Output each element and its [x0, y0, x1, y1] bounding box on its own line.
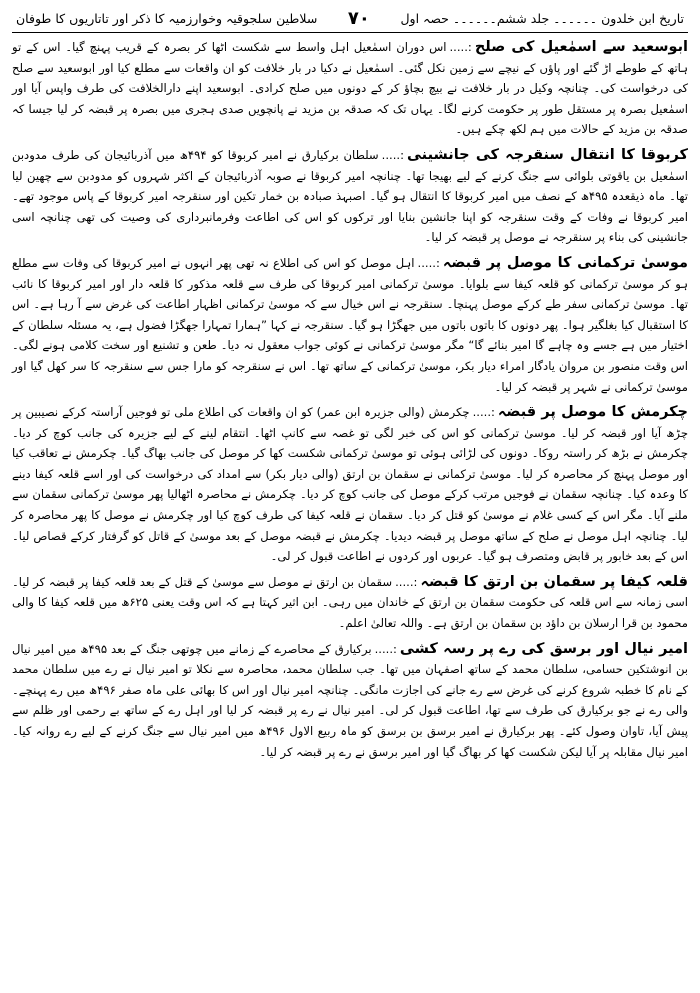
book-title: تاریخ ابن خلدون ۔۔۔۔۔۔ جلد ششم۔۔۔۔۔۔ حصہ اول	[400, 10, 684, 26]
section-heading: قلعہ کیفا پر سقمان بن ارتق کا قبضہ	[420, 573, 689, 590]
running-header	[12, 6, 688, 33]
paragraph-qila-kaifa: قلعہ کیفا پر سقمان بن ارتق کا قبضہ:.....سقمان بن ارتق نے موصل سے موسیٰ کے قتل کے بعد قلعہ کیفا پر قبضہ کر لیا۔ اسی زمانہ سے اس قلعہ کی حکومت سقمان بن ارتق کے خاندان میں رہی۔ ابن اثیر کہتا ہے کہ اس وقت یعنی ۶۲۵ھ میں قلعہ کیفا کا والی محمود بن قرا ارسلان بن داؤد بن سقمان بن ارتق ہے۔ واللہ تعالیٰ اعلم۔	[12, 573, 689, 631]
section-heading: چکرمش کا موصل پر قبضہ	[497, 404, 688, 421]
section-text: سلطان برکیارق نے امیر کربوقا کو ۴۹۴ھ میں آذربائیجان کی طرف مدودبن اسمٰعیل بن یاقوتی بلوائی سے جنگ کرنے کے لیے بھیجا تھا۔ چنانچہ امیر کربوقا نے صوبہ آذربائیجان کے اکثر شہروں کو مدودبن سے چھین لیا تھا۔ ماہ ذیقعدہ ۴۹۵ھ کے نصف میں امیر کربوقا کا انتقال ہو گیا۔ اصبہذ صبادہ بن خمار تکین اور سنقرجہ امیر کربوقا کے پاس موجود تھے۔ امیر کربوقا نے وفات کے وقت سنقرجہ کو اپنا جانشین بنایا اور ترکوں کو اس کی اطاعت وفرمانبرداری کی وصیت کی تھی چنانچہ اسی جانشینی کی بناء پر سنقرجہ نے موصل پر قبضہ کر لیا۔	[12, 147, 688, 245]
section-heading: ابوسعید سے اسمٰعیل کی صلح	[474, 39, 689, 55]
paragraph-karbuqa: کربوقا کا انتقال سنقرجہ کی جانشینی:.....سلطان برکیارق نے امیر کربوقا کو ۴۹۴ھ میں آذربائیجان کی طرف مدودبن اسمٰعیل بن یاقوتی بلوائی سے جنگ کرنے کے لیے بھیجا تھا۔ چنانچہ امیر کربوقا نے صوبہ آذربائیجان کے اکثر شہروں کو مدودبن سے چھین لیا تھا۔ ماہ ذیقعدہ ۴۹۵ھ کے نصف میں امیر کربوقا کا انتقال ہو گیا۔ اصبہذ صبادہ بن خمار تکین اور سنقرجہ امیر کربوقا کے پاس موجود تھے۔ امیر کربوقا نے وفات کے وقت سنقرجہ کو اپنا جانشین بنایا اور ترکوں کو اس کی اطاعت وفرمانبرداری کی وصیت کی تھی چنانچہ اسی جانشینی کی بناء پر سنقرجہ نے موصل پر قبضہ کر لیا۔	[12, 146, 688, 245]
section-text: اس دوران اسمٰعیل اہل واسط سے شکست اٹھا کر بصرہ کے قریب پہنچ گیا۔ اس کے تو ہاتھ کے طوطے اڑ گئے اور پاؤں کے نیچے سے زمین نکل گئی۔ اسمٰعیل نے دکیا در بار خلافت کو ان واقعات سے مطلع کیا اور ابوسعید سے صلح کی درخواست کی۔ چنانچہ وکیل در بار خلافت نے بیچ بچاؤ کر کے دونوں میں صلح کرادی۔ ابوسعید اپنے دارالخلافت کی طرف واپس آیا اور اسمٰعیل بصرہ پر مستقل طور پر حکومت کرنے لگا۔ یہاں تک کہ صدقہ بن مزید نے پانچویں صدی ہجری میں بصرہ پر قبضہ کر لیا جیسا کہ صدقہ بن مزید کے حالات میں ہم لکھ چکے ہیں۔	[12, 40, 688, 137]
paragraph-musa-turkmani: موسیٰ ترکمانی کا موصل پر قبضہ:.....اہل موصل کو اس کی اطلاع نہ تھی پھر انہوں نے امیر کربوقا کی وفات سے مطلع ہو کر موسیٰ ترکمانی کو قلعہ کیفا سے بلوایا۔ موسیٰ ترکمانی امیر کربوقا کی طرف سے قلعہ مذکور کا قلعہ دار اور امیر کربوقا کا نائب تھا۔ موسیٰ ترکمانی سفر طے کرکے موصل پہنچا۔ سنقرجہ نے اس خیال سے کہ موسیٰ ترکمانی اظہار اطاعت کی غرض سے آ رہا ہے۔ اس کا استقبال کیا بغلگیر ہوا۔ پھر دونوں کا باتوں باتوں میں جھگڑا ہو گیا۔ سنقرجہ نے کہا ”ہمارا تمہارا جھگڑا فضول ہے، یہ مسئلہ سلطان کے اختیار میں ہے جسے وہ چاہے گا امیر بنائے گا“ مگر موسیٰ ترکمانی نے کوئی جواب معقول نہ دیا۔ طعن و تشنیع اور سخت کلامی ہونے لگی۔ اس وقت منصور بن مروان یادگار امراء دیار بکر، موسیٰ ترکمانی کے ساتھ تھا۔ اس نے سنقرجہ کو مارا جس سے سنقرجہ کا سر کھل گیا اور موسیٰ ترکمانی نے شہر پر قبضہ کر لیا۔	[12, 254, 688, 394]
section-heading: موسیٰ ترکمانی کا موصل پر قبضہ	[442, 254, 688, 271]
section-text: چکرمش (والی جزیرہ ابن عمر) کو ان واقعات کی اطلاع ملی تو فوجیں آراستہ کرکے نصیبین پر چڑھ آیا اور قبضہ کر لیا۔ موسیٰ ترکمانی کو اس کی خبر لگی تو غصہ سے کانپ اٹھا۔ انتقام لینے کے لیے جزیرہ کی جانب کوچ کر دیا۔ چکرمش نے بڑھ کر راستہ روکا۔ دونوں کی لڑائی ہوئی تو موسیٰ ترکمانی شکست کھا کر موصل کی جانب بھاگ گیا۔ چکرمش نے تعاقب کیا اور موصل پہنچ کر محاصرہ کر لیا۔ موسیٰ ترکمانی نے سقمان بن ارتق (والی دیار بکر) سے امداد کی درخواست کی اور اسے قلعہ کیفا دینے کا وعدہ کیا۔ چنانچہ سقمان نے فوجیں مرتب کرکے موصل کی جانب کوچ کر دیا۔ چکرمش نے محاصرہ اٹھالیا پھر موسیٰ ترکمانی سقمان سے ملنے آیا۔ مگر اس کے کسی غلام نے موسیٰ کو قتل کر دیا۔ سقمان نے قلعہ کیفا کی طرف کوچ کیا اور چکرمش نے موصل کا پھر محاصرہ کر لیا۔ چنانچہ اہل موصل نے صلح کے ساتھ موصل پر قبضہ دیدیا۔ چکرمش نے قبضہ موصل کے بعد موسیٰ کے قاتل کو گرفتار کرکے قصاص لیا۔ اس کے بعد خابور پر قابض ومتصرف ہو گیا۔ عربوں اور کردوں نے اطاعت قبول کر لی۔	[12, 405, 688, 564]
section-heading: کربوقا کا انتقال سنقرجہ کی جانشینی	[407, 146, 688, 163]
page-body	[12, 37, 688, 762]
section-heading: امیر نیال اور برسق کی رے پر رسہ کشی	[399, 640, 688, 657]
chapter-title: سلاطین سلجوقیہ وخوارزمیہ کا ذکر اور تاتاریوں کا طوفان	[16, 10, 318, 26]
paragraph-amir-nayal: امیر نیال اور برسق کی رے پر رسہ کشی:.....برکیارق کے محاصرے کے زمانے میں چوتھی جنگ کے بعد ۴۹۵ھ میں امیر نیال بن انوشتکین حسامی، سلطان محمد کے ساتھ اصفہان میں تھا۔ جب سلطان محمد، محاصرہ سے نکلا تو امیر نیال نے رے میں سلطان محمد کے نام کا خطبہ شروع کرنے کی غرض سے رے جانے کی اجازت مانگی۔ چنانچہ امیر نیال اور اس کا بھائی علی ماہ صفر ۴۹۶ھ میں رے پہنچے۔ والی رے نے جو برکیارق کی طرف سے تھا، اطاعت قبول کر لی۔ امیر نیال نے رے پر قبضہ کر لیا اور اہل رے کے ساتھ بے رحمی اور ظلم سے پیش آیا، تاوان وصول کئے۔ پھر برکیارق نے امیر برسق بن برسق کو ماہ ربیع الاول ۴۹۶ھ میں امیر نیال سے جنگ کرنے کے لیے رے روانہ کیا۔ امیر نیال مقابلہ پر آیا لیکن شکست کھا کر بھاگ گیا اور امیر برسق نے رے پر قبضہ کر لیا۔	[12, 640, 688, 759]
section-text: سقمان بن ارتق نے موصل سے موسیٰ کے قتل کے بعد قلعہ کیفا پر قبضہ کر لیا۔ اسی زمانہ سے اس قلعہ کی حکومت سقمان بن ارتق کے خاندان میں رہی۔ ابن اثیر کہتا ہے کہ اس وقت یعنی ۶۲۵ھ میں قلعہ کیفا کا والی محمود بن قرا ارسلان بن داؤد بن سقمان بن ارتق ہے۔ واللہ تعالیٰ اعلم۔	[12, 574, 688, 631]
paragraph-chakarmish: چکرمش کا موصل پر قبضہ:.....چکرمش (والی جزیرہ ابن عمر) کو ان واقعات کی اطلاع ملی تو فوجیں آراستہ کرکے نصیبین پر چڑھ آیا اور قبضہ کر لیا۔ موسیٰ ترکمانی کو اس کی خبر لگی تو غصہ سے کانپ اٹھا۔ انتقام لینے کے لیے جزیرہ کی جانب کوچ کر دیا۔ چکرمش نے بڑھ کر راستہ روکا۔ دونوں کی لڑائی ہوئی تو موسیٰ ترکمانی شکست کھا کر موصل کی جانب بھاگ گیا۔ چکرمش نے تعاقب کیا اور موصل پہنچ کر محاصرہ کر لیا۔ موسیٰ ترکمانی نے سقمان بن ارتق (والی دیار بکر) سے امداد کی درخواست کی اور اسے قلعہ کیفا دینے کا وعدہ کیا۔ چنانچہ سقمان نے فوجیں مرتب کرکے موصل کی جانب کوچ کر دیا۔ چکرمش نے محاصرہ اٹھالیا پھر موسیٰ ترکمانی سقمان سے ملنے آیا۔ مگر اس کے کسی غلام نے موسیٰ کو قتل کر دیا۔ سقمان نے قلعہ کیفا کی طرف کوچ کیا اور چکرمش نے موصل کا پھر محاصرہ کر لیا۔ چنانچہ اہل موصل نے صلح کے ساتھ موصل پر قبضہ دیدیا۔ چکرمش نے قبضہ موصل کے بعد موسیٰ کے قاتل کو گرفتار کرکے قصاص لیا۔ اس کے بعد خابور پر قابض ومتصرف ہو گیا۔ عربوں اور کردوں نے اطاعت قبول کر لی۔	[12, 404, 688, 564]
section-text: برکیارق کے محاصرے کے زمانے میں چوتھی جنگ کے بعد ۴۹۵ھ میں امیر نیال بن انوشتکین حسامی، سلطان محمد کے ساتھ اصفہان میں تھا۔ جب سلطان محمد، محاصرہ سے نکلا تو امیر نیال نے رے میں سلطان محمد کے نام کا خطبہ شروع کرنے کی غرض سے رے جانے کی اجازت مانگی۔ چنانچہ امیر نیال اور اس کا بھائی علی ماہ صفر ۴۹۶ھ میں رے پہنچے۔ والی رے نے جو برکیارق کی طرف سے تھا، اطاعت قبول کر لی۔ امیر نیال نے رے پر قبضہ کر لیا اور اہل رے کے ساتھ بے رحمی اور ظلم سے پیش آیا، تاوان وصول کئے۔ پھر برکیارق نے امیر برسق بن برسق کو ماہ ربیع الاول ۴۹۶ھ میں امیر نیال سے جنگ کرنے کے لیے رے روانہ کیا۔ امیر نیال مقابلہ پر آیا لیکن شکست کھا کر بھاگ گیا اور امیر برسق نے رے پر قبضہ کر لیا۔	[12, 641, 688, 759]
page-number: ۷۰	[347, 7, 370, 29]
paragraph-abu-saeed: ابوسعید سے اسمٰعیل کی صلح:.....اس دوران اسمٰعیل اہل واسط سے شکست اٹھا کر بصرہ کے قریب پہنچ گیا۔ اس کے تو ہاتھ کے طوطے اڑ گئے اور پاؤں کے نیچے سے زمین نکل گئی۔ اسمٰعیل نے دکیا در بار خلافت کو ان واقعات سے مطلع کیا اور ابوسعید سے صلح کی درخواست کی۔ چنانچہ وکیل در بار خلافت نے بیچ بچاؤ کر کے دونوں میں صلح کرادی۔ ابوسعید اپنے دارالخلافت کی طرف واپس آیا اور اسمٰعیل بصرہ پر مستقل طور پر حکومت کرنے لگا۔ یہاں تک کہ صدقہ بن مزید نے پانچویں صدی ہجری میں بصرہ پر قبضہ کر لیا جیسا کہ صدقہ بن مزید کے حالات میں ہم لکھ چکے ہیں۔	[12, 39, 689, 137]
section-text: اہل موصل کو اس کی اطلاع نہ تھی پھر انہوں نے امیر کربوقا کی وفات سے مطلع ہو کر موسیٰ ترکمانی کو قلعہ کیفا سے بلوایا۔ موسیٰ ترکمانی امیر کربوقا کی طرف سے قلعہ مذکور کا قلعہ دار اور امیر کربوقا کا نائب تھا۔ موسیٰ ترکمانی سفر طے کرکے موصل پہنچا۔ سنقرجہ نے اس خیال سے کہ موسیٰ ترکمانی اظہار اطاعت کی غرض سے آ رہا ہے۔ اس کا استقبال کیا بغلگیر ہوا۔ پھر دونوں کا باتوں باتوں میں جھگڑا ہو گیا۔ سنقرجہ نے کہا ”ہمارا تمہارا جھگڑا فضول ہے، یہ مسئلہ سلطان کے اختیار میں ہے جسے وہ چاہے گا امیر بنائے گا“ مگر موسیٰ ترکمانی نے کوئی جواب معقول نہ دیا۔ طعن و تشنیع اور سخت کلامی ہونے لگی۔ اس وقت منصور بن مروان یادگار امراء دیار بکر، موسیٰ ترکمانی کے ساتھ تھا۔ اس نے سنقرجہ کو مارا جس سے سنقرجہ کا سر کھل گیا اور موسیٰ ترکمانی نے شہر پر قبضہ کر لیا۔	[12, 255, 688, 394]
